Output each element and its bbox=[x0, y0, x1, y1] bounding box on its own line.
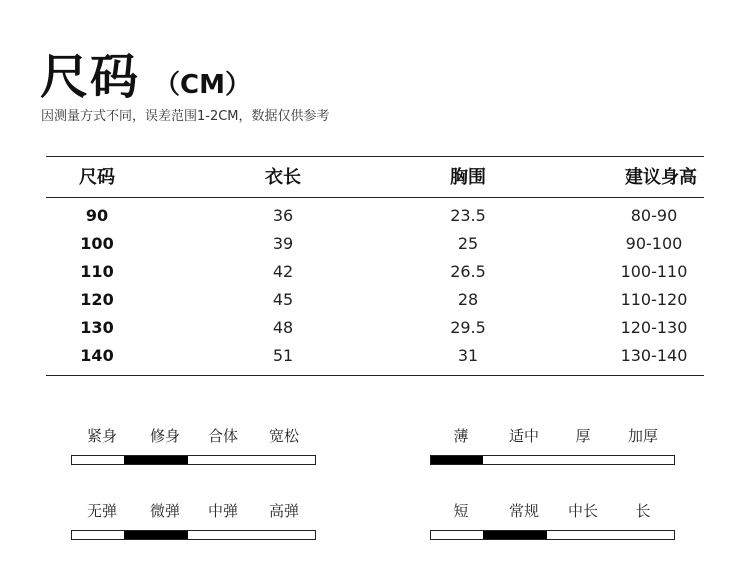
table-row bbox=[0, 258, 750, 286]
thickness-option: 薄 bbox=[453, 427, 469, 445]
stretch-scale-indicator bbox=[124, 531, 188, 539]
cell-size: 100 bbox=[80, 234, 114, 253]
cell-size: 90 bbox=[85, 206, 109, 225]
thickness-option: 厚 bbox=[575, 427, 591, 445]
stretch-option: 微弹 bbox=[149, 502, 180, 520]
thickness-scale-labels bbox=[0, 424, 750, 448]
cell-size: 120 bbox=[80, 290, 114, 309]
thickness-option: 加厚 bbox=[627, 427, 658, 445]
length-option: 短 bbox=[453, 502, 469, 520]
stretch-option: 高弹 bbox=[268, 502, 299, 520]
cell-length: 51 bbox=[272, 346, 294, 365]
header-chest: 胸围 bbox=[450, 167, 486, 188]
thickness-scale-bar bbox=[430, 455, 675, 465]
table-header-row bbox=[0, 164, 750, 192]
cell-height: 90-100 bbox=[625, 234, 683, 253]
cell-length: 36 bbox=[272, 206, 294, 225]
cell-length: 39 bbox=[272, 234, 294, 253]
cell-chest: 23.5 bbox=[450, 206, 486, 225]
cell-height: 100-110 bbox=[620, 262, 688, 281]
table-row bbox=[0, 342, 750, 370]
cell-chest: 25 bbox=[457, 234, 479, 253]
length-option: 中长 bbox=[567, 502, 598, 520]
fit-option: 宽松 bbox=[268, 427, 299, 445]
table-top-rule bbox=[46, 156, 704, 157]
cell-chest: 26.5 bbox=[450, 262, 486, 281]
table-bottom-rule bbox=[46, 375, 704, 376]
stretch-option: 中弹 bbox=[207, 502, 238, 520]
fit-scale-indicator bbox=[124, 456, 188, 464]
thickness-option: 适中 bbox=[508, 427, 539, 445]
header-size: 尺码 bbox=[79, 167, 115, 188]
subtitle-note: 因测量方式不同，误差范围1-2CM，数据仅供参考 bbox=[41, 109, 330, 124]
table-row bbox=[0, 230, 750, 258]
cell-size: 140 bbox=[80, 346, 114, 365]
cell-height: 130-140 bbox=[620, 346, 688, 365]
page-title bbox=[40, 38, 251, 107]
cell-height: 80-90 bbox=[630, 206, 678, 225]
length-option: 常规 bbox=[508, 502, 539, 520]
table-row bbox=[0, 314, 750, 342]
length-scale-bar bbox=[430, 530, 675, 540]
cell-chest: 29.5 bbox=[450, 318, 486, 337]
cell-length: 42 bbox=[272, 262, 294, 281]
fit-scale-bar bbox=[71, 455, 316, 465]
cell-size: 130 bbox=[80, 318, 114, 337]
fit-option: 修身 bbox=[149, 427, 180, 445]
cell-length: 48 bbox=[272, 318, 294, 337]
title-unit: （CM） bbox=[154, 70, 251, 100]
stretch-scale-bar bbox=[71, 530, 316, 540]
length-scale-indicator bbox=[483, 531, 547, 539]
title-main: 尺码 bbox=[40, 49, 141, 105]
cell-chest: 28 bbox=[457, 290, 479, 309]
cell-length: 45 bbox=[272, 290, 294, 309]
thickness-scale-indicator bbox=[431, 456, 483, 464]
cell-size: 110 bbox=[80, 262, 114, 281]
table-row bbox=[0, 202, 750, 230]
cell-height: 110-120 bbox=[620, 290, 688, 309]
header-height: 建议身高 bbox=[625, 167, 697, 188]
stretch-option: 无弹 bbox=[86, 502, 117, 520]
cell-height: 120-130 bbox=[620, 318, 688, 337]
table-row bbox=[0, 286, 750, 314]
table-header-rule bbox=[46, 197, 704, 198]
length-option: 长 bbox=[635, 502, 651, 520]
fit-option: 紧身 bbox=[86, 427, 117, 445]
fit-option: 合体 bbox=[207, 427, 238, 445]
cell-chest: 31 bbox=[457, 346, 479, 365]
header-length: 衣长 bbox=[265, 167, 301, 188]
length-scale-labels bbox=[0, 499, 750, 523]
